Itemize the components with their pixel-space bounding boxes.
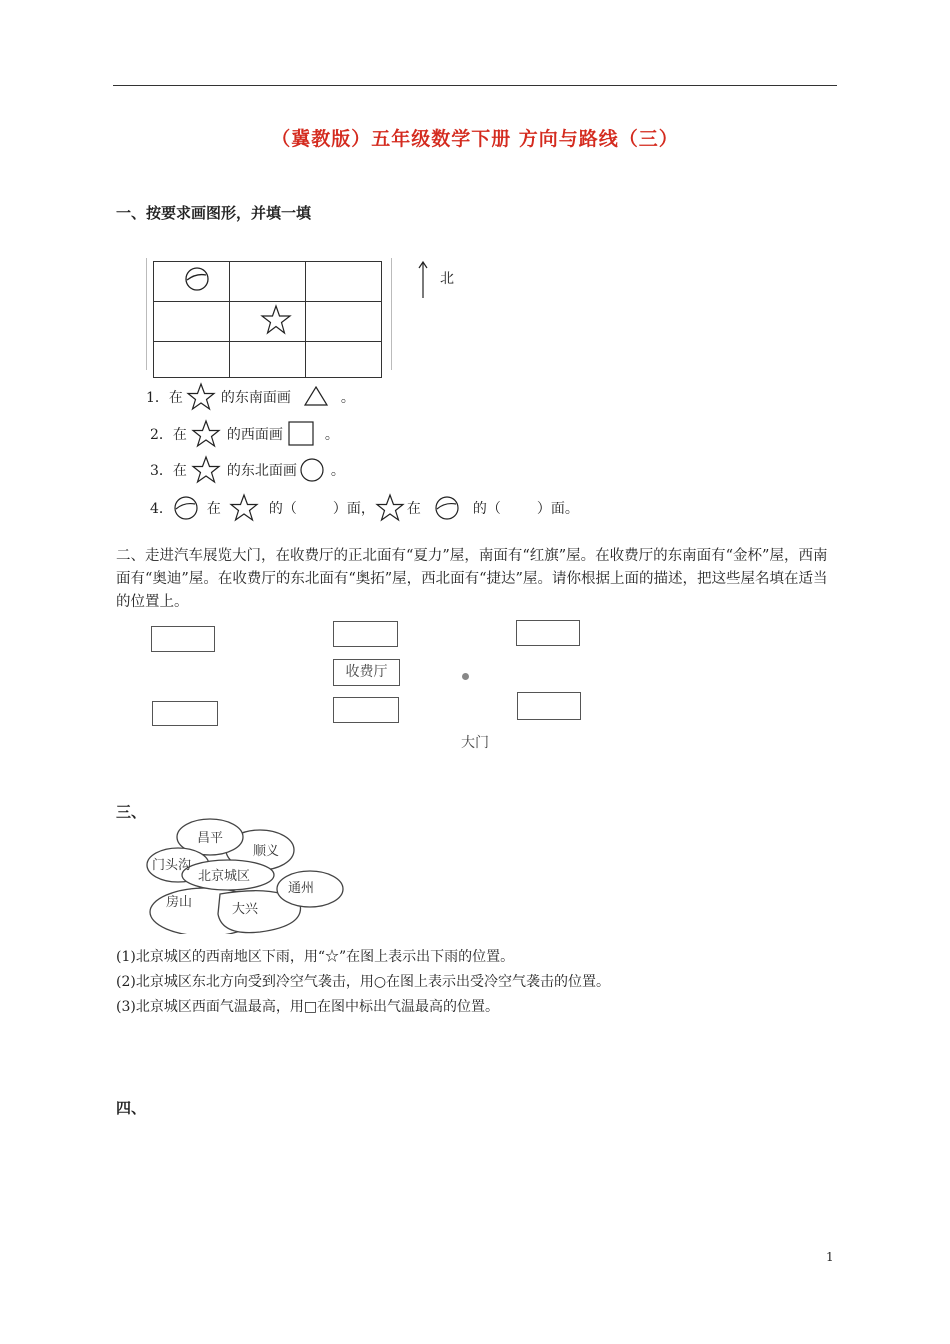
grid-cell [230, 302, 306, 342]
q4-text-c: ）面， [332, 501, 375, 517]
direction-grid [153, 261, 382, 378]
star-icon [375, 493, 407, 523]
section3-question-3: (3)北京城区西面气温最高，用□在图中标出气温最高的位置。 [116, 999, 500, 1015]
grid-cell [230, 342, 306, 378]
grid-cell [230, 262, 306, 302]
q4-text-a: 在 [206, 501, 221, 517]
toll-booth-box: 收费厅 [333, 659, 400, 686]
triangle-icon [291, 384, 341, 410]
house-box-northeast[interactable] [516, 620, 580, 646]
star-icon [187, 419, 227, 449]
north-label: 北 [440, 271, 454, 287]
section3-question-2: (2)北京城区东北方向受到冷空气袭击，用○在图上表示出受冷空气袭击的位置。 [116, 974, 611, 990]
district-mentougou: 门头沟 [152, 858, 192, 873]
q2-text: 的西面画 [226, 427, 283, 443]
q1-num: 1．在 [146, 390, 183, 406]
star-icon [187, 455, 227, 485]
house-box-northwest[interactable] [151, 626, 215, 652]
q2-num: 2．在 [150, 427, 187, 443]
district-fangshan: 房山 [166, 895, 193, 910]
section4-heading: 四、 [116, 1099, 147, 1117]
q4-text-f: ）面。 [536, 501, 579, 517]
district-daxing: 大兴 [232, 902, 259, 917]
q4-text-b: 的（ [268, 501, 297, 517]
house-box-south[interactable] [333, 697, 399, 723]
q3-text: 的东北面画 [226, 463, 297, 479]
district-chengqu: 北京城区 [198, 869, 251, 884]
district-changping: 昌平 [197, 831, 224, 846]
grid-cell [154, 262, 230, 302]
star-icon [183, 382, 221, 412]
q2-end: 。 [324, 427, 339, 443]
question-3 [150, 455, 345, 485]
gate-label: 大门 [461, 735, 489, 751]
circle-icon [297, 456, 331, 484]
top-rule [113, 85, 837, 86]
north-arrow-icon [417, 260, 429, 300]
q4-text-d: 在 [406, 501, 421, 517]
page-number: 1 [826, 1250, 834, 1264]
beijing-district-map [140, 814, 350, 934]
q3-end: 。 [330, 463, 345, 479]
section1-heading: 一、按要求画图形，并填一填 [116, 204, 312, 222]
star-icon [230, 302, 305, 337]
section2-text: 二、走进汽车展览大门，在收费厅的正北面有“夏力”屋，南面有“红旗”屋。在收费厅的东南面有“金杯”屋，西南面有“奥迪”屋。在收费厅的东北面有“奥拓”屋，西北面有“捷达”屋。请你根据上面的描述，把这些屋名填在适当的位置上。 [116, 548, 828, 610]
q4-text-e: 的（ [472, 501, 501, 517]
grid-cell [306, 262, 382, 302]
q1-text: 的东南面画 [220, 390, 291, 406]
grid-cell [154, 342, 230, 378]
grid-cell [306, 302, 382, 342]
cut-circle-icon [421, 493, 473, 523]
q1-end: 。 [340, 390, 355, 406]
question-4 [150, 493, 579, 523]
cut-circle-icon [154, 262, 229, 297]
cut-circle-icon [173, 493, 207, 523]
q4-num: 4． [150, 501, 173, 517]
house-box-southwest[interactable] [152, 701, 218, 726]
star-icon [221, 493, 269, 523]
grid-cell [306, 342, 382, 378]
district-shunyi: 顺义 [253, 844, 280, 859]
section3-heading: 三、 [116, 803, 147, 821]
grid-cell [154, 302, 230, 342]
house-box-southeast[interactable] [517, 692, 581, 720]
center-dot [462, 673, 469, 680]
question-1 [146, 382, 355, 412]
district-tongzhou: 通州 [288, 881, 315, 896]
section3-question-1: (1)北京城区的西南地区下雨，用“☆”在图上表示出下雨的位置。 [116, 949, 515, 965]
question-2 [150, 419, 339, 449]
house-box-north[interactable] [333, 621, 398, 647]
square-icon [283, 420, 325, 448]
q3-num: 3．在 [150, 463, 187, 479]
page-title: （冀教版）五年级数学下册 方向与路线（三） [271, 128, 679, 150]
